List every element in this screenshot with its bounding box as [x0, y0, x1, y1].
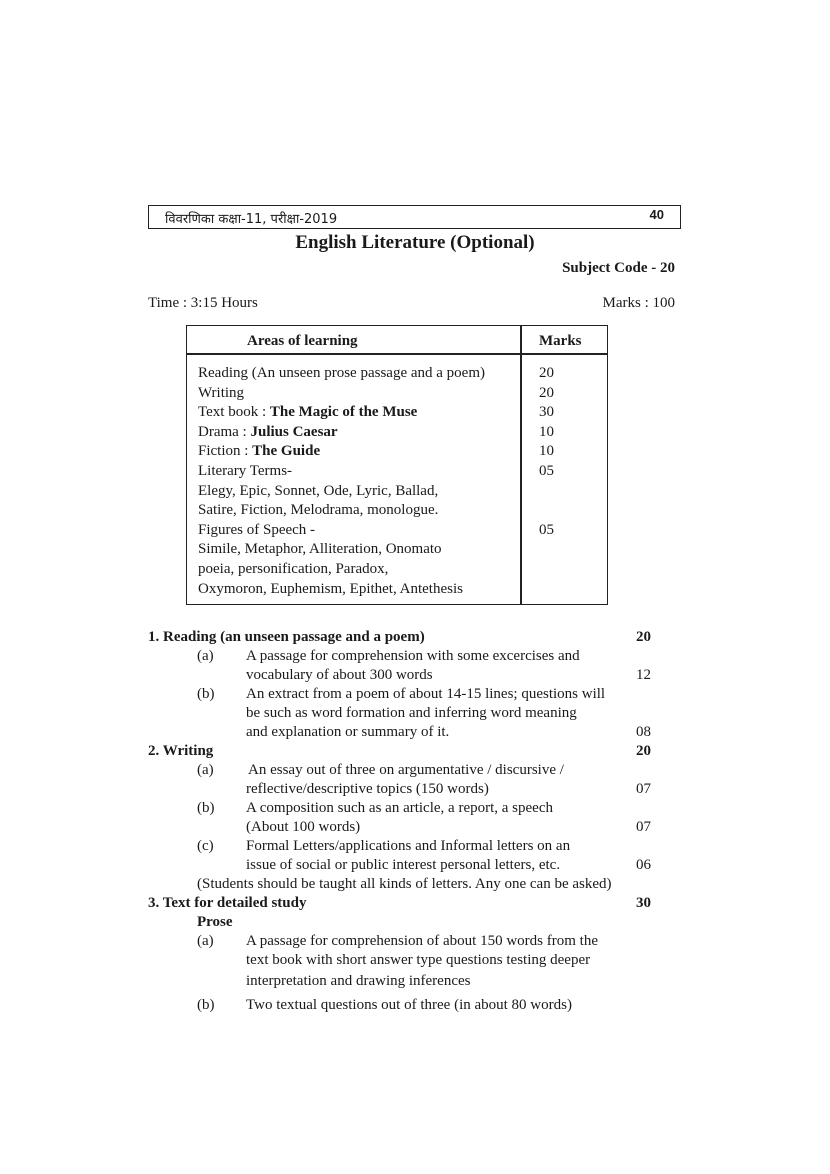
item-text: vocabulary of about 300 words	[246, 667, 433, 683]
item-text: An essay out of three on argumentative / discursive /	[248, 762, 564, 778]
table-header-area: Areas of learning	[247, 333, 358, 349]
item-text: interpretation and drawing inferences	[246, 973, 471, 989]
item-text: (About 100 words)	[246, 819, 361, 835]
table-marks-column	[539, 364, 554, 540]
table-row-mark: 20	[539, 384, 554, 401]
table-row-mark	[539, 482, 554, 502]
item-text: text book with short answer type questions testing deeper	[246, 952, 591, 968]
page-header	[148, 205, 681, 229]
table-row-area: Writing	[198, 384, 245, 401]
time-duration: Time : 3:15 Hours	[148, 295, 258, 311]
section-2-note: (Students should be taught all kinds of letters. Any one can be asked)	[197, 876, 612, 892]
item-label: (b)	[197, 800, 215, 816]
section-2-heading: 2. Writing	[148, 743, 214, 759]
table-row-area: Elegy, Epic, Sonnet, Ode, Lyric, Ballad,	[198, 482, 439, 499]
table-row-mark: 10	[539, 443, 554, 460]
page-title: English Literature (Optional)	[295, 232, 535, 253]
item-text: and explanation or summary of it.	[246, 724, 450, 740]
item-marks: 08	[636, 724, 651, 740]
table-row-mark: 30	[539, 404, 554, 421]
table-column-divider	[520, 326, 522, 604]
table-row-mark	[539, 501, 554, 521]
section-3-heading: 3. Text for detailed study	[148, 895, 307, 911]
table-row-area: Reading (An unseen prose passage and a poem)	[198, 365, 485, 381]
total-marks: Marks : 100	[602, 295, 675, 311]
table-header-divider	[187, 353, 607, 355]
item-label: (a)	[197, 933, 214, 949]
item-marks: 07	[636, 819, 651, 835]
item-text: reflective/descriptive topics (150 words)	[246, 781, 489, 797]
section-3-marks: 30	[636, 895, 651, 911]
item-text: A composition such as an article, a report, a speech	[246, 800, 553, 816]
item-text: issue of social or public interest personal letters, etc.	[246, 857, 561, 873]
header-text: विवरणिका कक्षा-11, परीक्षा-2019	[165, 212, 338, 227]
table-header-marks: Marks	[539, 333, 582, 349]
item-text: A passage for comprehension with some excercises and	[246, 648, 580, 664]
table-row-area: Fiction : The Guide	[198, 443, 321, 460]
table-row-area: Drama : Julius Caesar	[198, 423, 338, 440]
table-row-area: Literary Terms-	[198, 462, 293, 479]
table-row-area: Figures of Speech -	[198, 521, 316, 538]
item-text: Two textual questions out of three (in about 80 words)	[246, 997, 572, 1013]
page-number: 40	[649, 207, 664, 222]
item-label: (a)	[197, 762, 214, 778]
item-text: Formal Letters/applications and Informal letters on an	[246, 838, 571, 854]
item-label: (c)	[197, 838, 214, 854]
item-text: be such as word formation and inferring word meaning	[246, 705, 577, 721]
table-row-area: Simile, Metaphor, Alliteration, Onomato	[198, 541, 442, 558]
item-label: (b)	[197, 686, 215, 702]
item-label: (b)	[197, 997, 215, 1013]
section-1-marks: 20	[636, 629, 651, 645]
section-3-subheading: Prose	[197, 914, 233, 930]
table-row-area: Oxymoron, Euphemism, Epithet, Antethesis	[198, 580, 463, 597]
table-row-area: Text book : The Magic of the Muse	[198, 404, 418, 421]
table-row-mark: 05	[539, 521, 554, 538]
table-row-mark: 10	[539, 423, 554, 440]
item-text: A passage for comprehension of about 150 words from the	[246, 933, 599, 949]
section-1-heading: 1. Reading (an unseen passage and a poem)	[148, 629, 425, 645]
table-row-area: Satire, Fiction, Melodrama, monologue.	[198, 502, 439, 519]
item-marks: 06	[636, 857, 651, 873]
table-row-mark: 05	[539, 462, 554, 479]
item-label: (a)	[197, 648, 214, 664]
item-marks: 12	[636, 667, 651, 683]
marks-table	[186, 325, 608, 605]
section-2-marks: 20	[636, 743, 651, 759]
item-marks: 07	[636, 781, 651, 797]
subject-code: Subject Code - 20	[562, 260, 675, 276]
table-area-column	[198, 364, 518, 599]
table-row-area: poeia, personification, Paradox,	[198, 560, 389, 577]
table-row-mark: 20	[539, 365, 554, 381]
item-text: An extract from a poem of about 14-15 lines; questions will	[246, 686, 606, 702]
